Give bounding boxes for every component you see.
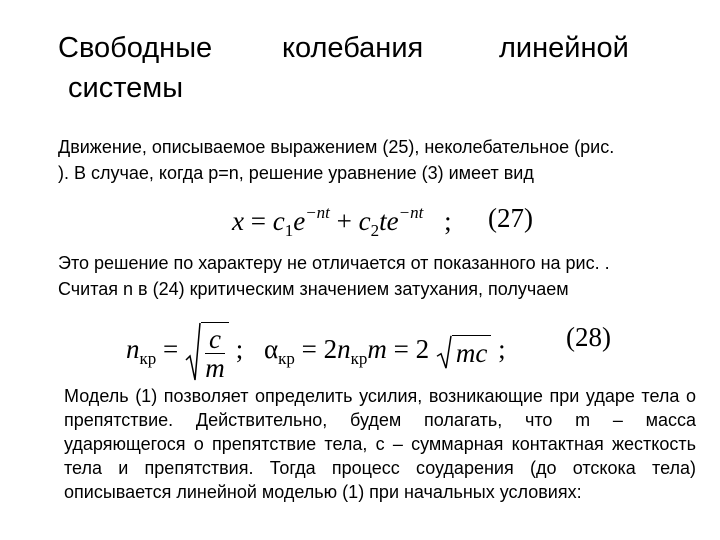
sqrt-symbol: $\frac{c}{m}$ [185,322,229,382]
formula-27: $x = c_1e^{-nt} + c_2te^{-nt}$ ; [232,203,452,240]
title-word-1: Свободные [58,32,213,64]
paragraph-1 [58,134,703,186]
paragraph-2-line-2: Считая n в (24) критическим значением затухания, получаем [58,279,569,299]
formula-28-number: (28) [566,322,611,352]
sqrt-symbol-2: mc [436,335,491,369]
formula-27-number: (27) [488,203,533,233]
title-word-3: линейной [499,32,629,64]
title-word-4: системы [68,72,184,104]
formula-28: $n_{кр}$ = $\frac{c}{m}$ ; $\alpha_{кр} = 2n_{кр}m = 2$ mc ; [126,324,506,383]
paragraph-2 [58,250,703,302]
paragraph-1-line-1: Движение, описываемое выражением (25), неколебательное (рис. [58,137,615,157]
paragraph-2-line-1: Это решение по характеру не отличается от показанного на рис. . [58,253,610,273]
paragraph-1-line-2: ). В случае, когда p=n, решение уравнение (3) имеет вид [58,163,534,183]
paragraph-3: Модель (1) позволяет определить усилия, возникающие при ударе тела о препятствие. Действительно, будем полагать, что m – масса ударяющегося о препятствие тела, c – суммарная контактная жесткость тела и препятствия. Тогда процесс соударения (до отскока тела) описывается линейной моделью (1) при начальных условиях: [64,386,696,502]
title-word-2: колебания [282,32,424,64]
